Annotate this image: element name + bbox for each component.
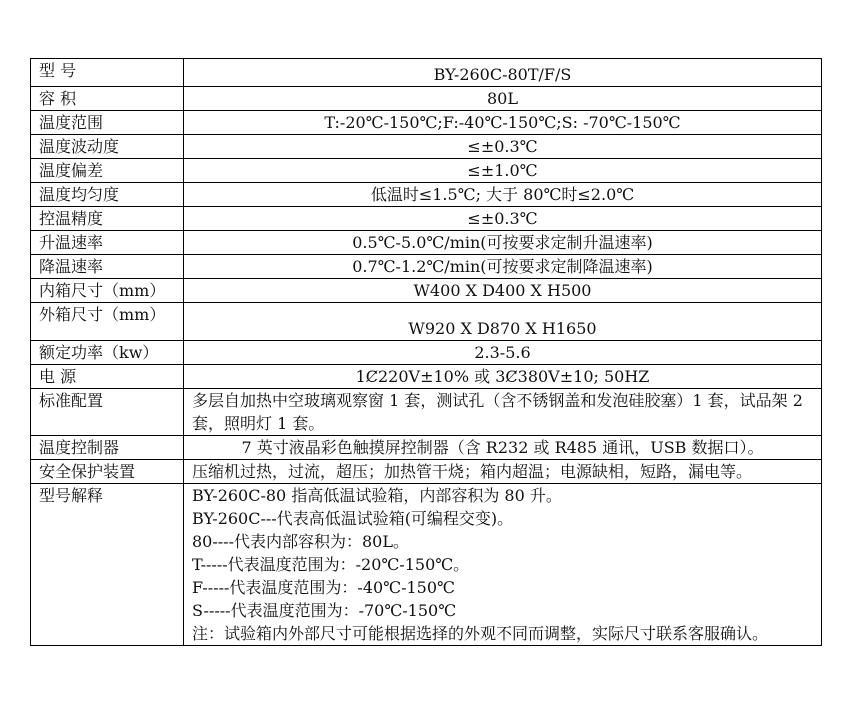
table-row	[31, 484, 822, 646]
explanation-line: BY-260C-80 指高低温试验箱，内部容积为 80 升。	[192, 486, 562, 505]
explanation-line: 80----代表内部容积为：80L。	[192, 532, 409, 551]
table-row	[31, 111, 822, 135]
row-label-model-explanation: 型号解释	[31, 484, 184, 646]
row-value-safety: 压缩机过热，过流，超压；加热管干烧；箱内超温；电源缺相，短路，漏电等。	[184, 460, 822, 484]
row-label-cooling-rate: 降温速率	[31, 255, 184, 279]
row-label-standard-config: 标准配置	[31, 389, 184, 436]
row-label-control-accuracy: 控温精度	[31, 207, 184, 231]
table-row	[31, 389, 822, 436]
row-label-temp-deviation: 温度偏差	[31, 159, 184, 183]
table-row	[31, 231, 822, 255]
row-label-outer-size: 外箱尺寸（mm）	[31, 303, 184, 341]
spec-table	[30, 58, 822, 646]
row-label-inner-size: 内箱尺寸（mm）	[31, 279, 184, 303]
explanation-line: T-----代表温度范围为：-20℃-150℃。	[192, 555, 470, 574]
row-label-temp-uniformity: 温度均匀度	[31, 183, 184, 207]
row-value-temp-uniformity: 低温时≤1.5℃; 大于 80℃时≤2.0℃	[184, 183, 822, 207]
explanation-note: 注：试验箱内外部尺寸可能根据选择的外观不同而调整，实际尺寸联系客服确认。	[192, 624, 769, 643]
table-row	[31, 59, 822, 87]
row-value-cooling-rate: 0.7℃-1.2℃/min(可按要求定制降温速率)	[184, 255, 822, 279]
table-row	[31, 303, 822, 341]
row-value-rated-power: 2.3-5.6	[184, 341, 822, 365]
row-label-safety: 安全保护装置	[31, 460, 184, 484]
explanation-line: F-----代表温度范围为：-40℃-150℃	[192, 578, 455, 597]
row-label-temp-fluctuation: 温度波动度	[31, 135, 184, 159]
table-row	[31, 207, 822, 231]
explanation-line: S-----代表温度范围为：-70℃-150℃	[192, 601, 457, 620]
row-value-temp-deviation: ≤±1.0℃	[184, 159, 822, 183]
row-value-temp-range: T:-20℃-150℃;F:-40℃-150℃;S: -70℃-150℃	[184, 111, 822, 135]
table-row	[31, 279, 822, 303]
row-label-power-supply: 电 源	[31, 365, 184, 389]
table-row	[31, 460, 822, 484]
row-label-volume: 容 积	[31, 87, 184, 111]
table-row	[31, 159, 822, 183]
row-value-heating-rate: 0.5℃-5.0℃/min(可按要求定制升温速率)	[184, 231, 822, 255]
row-value-control-accuracy: ≤±0.3℃	[184, 207, 822, 231]
table-row	[31, 341, 822, 365]
row-label-heating-rate: 升温速率	[31, 231, 184, 255]
row-value-standard-config: 多层自加热中空玻璃观察窗 1 套，测试孔（含不锈钢盖和发泡硅胶塞）1 套，试品架 2 套，照明灯 1 套。	[184, 389, 822, 436]
table-row	[31, 255, 822, 279]
row-value-temp-fluctuation: ≤±0.3℃	[184, 135, 822, 159]
row-label-temp-range: 温度范围	[31, 111, 184, 135]
row-value-power-supply: 1Ȼ220V±10% 或 3Ȼ380V±10; 50HZ	[184, 365, 822, 389]
table-row	[31, 87, 822, 111]
row-label-model: 型 号	[31, 59, 184, 87]
row-value-controller: 7 英寸液晶彩色触摸屏控制器（含 R232 或 R485 通讯，USB 数据口）。	[184, 436, 822, 460]
table-row	[31, 436, 822, 460]
row-value-outer-size: W920 X D870 X H1650	[184, 303, 822, 341]
table-row	[31, 365, 822, 389]
table-row	[31, 183, 822, 207]
row-value-model-explanation	[184, 484, 822, 646]
explanation-line: BY-260C---代表高低温试验箱(可编程交变)。	[192, 509, 514, 528]
row-label-rated-power: 额定功率（kw）	[31, 341, 184, 365]
row-value-model: BY-260C-80T/F/S	[184, 59, 822, 87]
row-value-inner-size: W400 X D400 X H500	[184, 279, 822, 303]
table-row	[31, 135, 822, 159]
row-value-volume: 80L	[184, 87, 822, 111]
row-label-controller: 温度控制器	[31, 436, 184, 460]
